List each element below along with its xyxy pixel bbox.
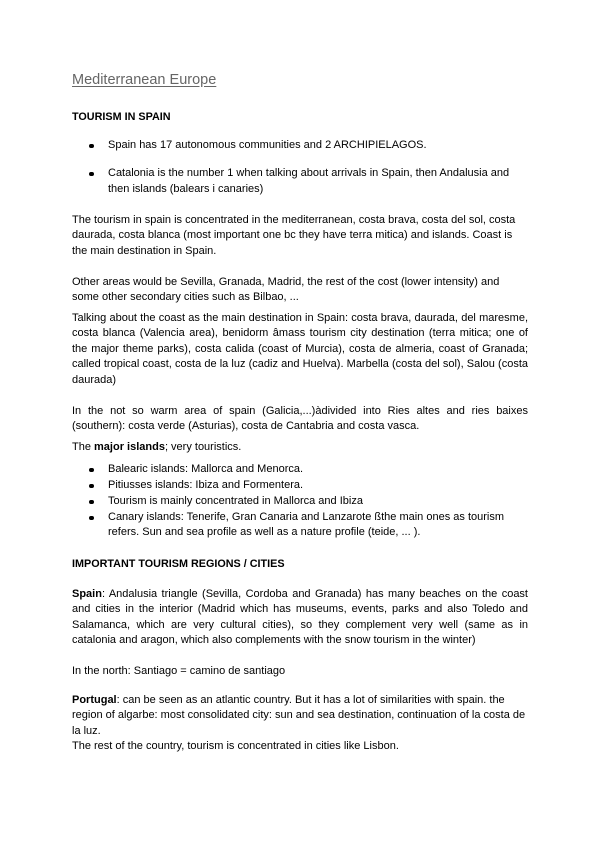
paragraph-concentration: The tourism in spain is concentrated in the mediterranean, costa brava, costa del sol, costa daurada, costa blanca (most important one bc they have terra mitica) and islands. Coast is the main destination in Spain. <box>72 214 516 257</box>
intro-bullet-list <box>72 138 528 210</box>
list-item: Balearic islands: Mallorca and Menorca. <box>72 462 528 477</box>
bullet-icon <box>89 516 94 521</box>
paragraph-portugal: Portugal: can be seen as an atlantic country. But it has a lot of similarities with spain. the region of algarbe: most consolidated city: sun and sea destination, continuation of la costa de la luz. The rest of the country, tourism is concentrated in cities like Lisbon. <box>72 694 526 753</box>
bullet-icon <box>89 144 94 149</box>
section-heading-regions-cities: IMPORTANT TOURISM REGIONS / CITIES <box>72 558 285 570</box>
bullet-icon <box>89 500 94 505</box>
bullet-icon <box>89 172 94 177</box>
bullet-icon <box>89 468 94 473</box>
section-heading-tourism-in-spain: TOURISM IN SPAIN <box>72 111 171 123</box>
list-item: Pitiusses islands: Ibiza and Formentera. <box>72 478 528 493</box>
paragraph-major-islands: The major islands; very touristics. <box>72 441 242 453</box>
paragraph-spain-regions: Spain: Andalusia triangle (Sevilla, Cordoba and Granada) has many beaches on the coast and cities in the interior (Madrid which has museums, events, parks and also Toledo and Salamanca, which are very cultural cities), so they complement very well (same as in catalonia and aragon, which also complements with the snow tourism in the winter) <box>72 588 528 647</box>
paragraph-other-areas: Other areas would be Sevilla, Granada, Madrid, the rest of the cost (lower intensity) and some other secondary cities such as Bilbao, ... <box>72 276 500 304</box>
paragraph-coast: Talking about the coast as the main destination in Spain: costa brava, daurada, del maresme, costa blanca (Valencia area), benidorm âmass tourism city destination (terra mitica; one of the major theme parks), costa calida (coast of Murcia), costa de almeria, coast of Granada; called tropical coast, costa de la luz (cadiz and Huelva). Marbella (costa del sol), Salou (costa daurada) <box>72 312 528 386</box>
islands-bullet-list <box>72 462 528 541</box>
list-item: Canary islands: Tenerife, Gran Canaria and Lanzarote ßthe main ones as tourism refers. Sun and sea profile as well as a nature profile (teide, ... ). <box>72 510 528 541</box>
bullet-icon <box>89 484 94 489</box>
list-item: Catalonia is the number 1 when talking about arrivals in Spain, then Andalusia and then islands (balears i canaries) <box>72 166 528 197</box>
paragraph-north: In the north: Santiago = camino de santiago <box>72 665 286 677</box>
list-item: Tourism is mainly concentrated in Mallorca and Ibiza <box>72 494 528 509</box>
document-title: Mediterranean Europe <box>72 72 217 88</box>
list-item: Spain has 17 autonomous communities and 2 ARCHIPIELAGOS. <box>72 138 528 153</box>
paragraph-warm-area: In the not so warm area of spain (Galicia,...)àdivided into Ries altes and ries baixes (southern): costa verde (Asturias), costa de Cantabria and costa vasca. <box>72 405 528 433</box>
